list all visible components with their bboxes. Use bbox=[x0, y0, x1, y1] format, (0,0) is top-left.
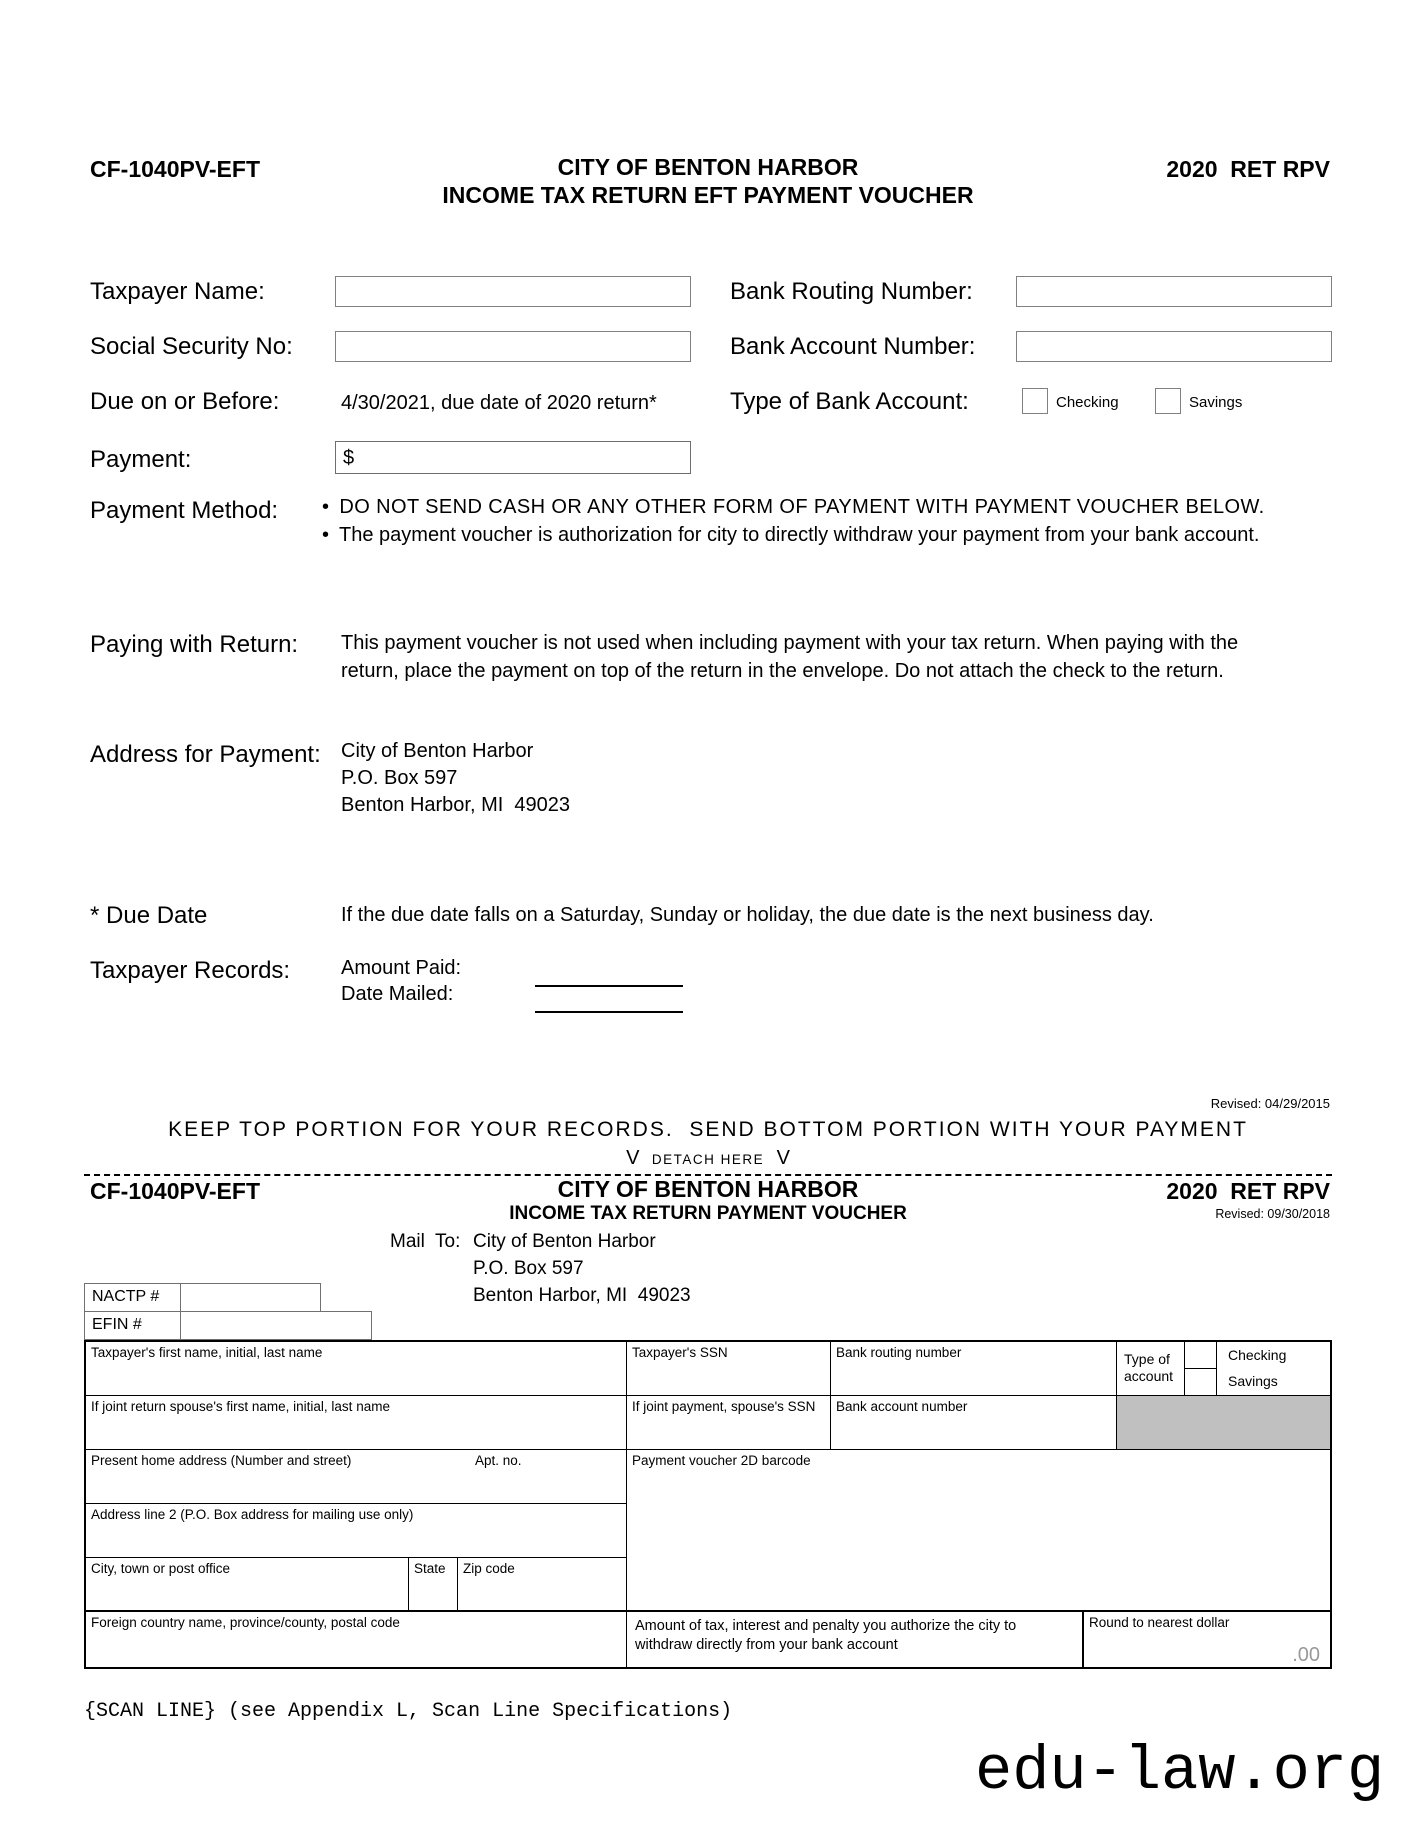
top-title-line1: CITY OF BENTON HARBOR bbox=[557, 154, 859, 180]
table-checking-label: Checking bbox=[1228, 1347, 1287, 1363]
barcode-label: Payment voucher 2D barcode bbox=[632, 1453, 811, 1468]
taxpayer-ssn-cell[interactable] bbox=[627, 1342, 831, 1396]
checking-checkbox[interactable] bbox=[1022, 388, 1048, 414]
account-type-label: Type of Bank Account: bbox=[730, 388, 969, 415]
taxpayer-name-input[interactable] bbox=[335, 276, 691, 307]
spouse-name-cell[interactable] bbox=[86, 1396, 627, 1450]
bottom-form-code: CF-1040PV-EFT bbox=[90, 1178, 260, 1204]
due-date-label: Due on or Before: bbox=[90, 388, 280, 415]
due-date-note-label: * Due Date bbox=[90, 902, 208, 929]
bank-routing-cell-label: Bank routing number bbox=[836, 1345, 962, 1360]
mail-to-line3: Benton Harbor, MI 49023 bbox=[473, 1285, 691, 1306]
nactp-label-cell: NACTP # bbox=[84, 1283, 181, 1312]
type-of-account-label: Type of account bbox=[1124, 1351, 1174, 1384]
foreign-country-label: Foreign country name, province/county, postal code bbox=[91, 1615, 400, 1630]
payment-address-line2: P.O. Box 597 bbox=[341, 767, 458, 789]
detach-v-left: V bbox=[626, 1147, 640, 1169]
bank-account-input[interactable] bbox=[1016, 331, 1332, 362]
taxpayer-ssn-label: Taxpayer's SSN bbox=[632, 1345, 728, 1360]
bottom-title-line1: CITY OF BENTON HARBOR bbox=[557, 1176, 859, 1202]
keep-top-portion-text: KEEP TOP PORTION FOR YOUR RECORDS. SEND BOTTOM PORTION WITH YOUR PAYMENT bbox=[168, 1118, 1248, 1141]
address-for-payment-label: Address for Payment: bbox=[90, 741, 321, 768]
due-date-note-text: If the due date falls on a Saturday, Sunday or holiday, the due date is the next business day. bbox=[341, 904, 1154, 926]
voucher-table bbox=[84, 1340, 1332, 1669]
state-cell[interactable] bbox=[409, 1558, 458, 1612]
foreign-country-cell[interactable] bbox=[86, 1612, 627, 1667]
top-title-line2: INCOME TAX RETURN EFT PAYMENT VOUCHER bbox=[442, 182, 974, 208]
bank-routing-cell[interactable] bbox=[831, 1342, 1117, 1396]
payment-input[interactable] bbox=[335, 441, 691, 474]
payment-label: Payment: bbox=[90, 446, 192, 473]
table-checking-checkbox[interactable] bbox=[1185, 1342, 1217, 1369]
taxpayer-first-name-cell[interactable] bbox=[86, 1342, 627, 1396]
account-type-labels-cell bbox=[1217, 1342, 1330, 1396]
bank-account-cell-label: Bank account number bbox=[836, 1399, 968, 1414]
city-cell[interactable] bbox=[86, 1558, 409, 1612]
cents-placeholder: .00 bbox=[1292, 1644, 1320, 1666]
address-line2-label: Address line 2 (P.O. Box address for mailing use only) bbox=[91, 1507, 414, 1522]
city-label: City, town or post office bbox=[91, 1561, 231, 1576]
bank-account-label: Bank Account Number: bbox=[730, 333, 976, 360]
top-revised-note: Revised: 04/29/2015 bbox=[1210, 1096, 1330, 1111]
spouse-name-label: If joint return spouse's first name, initial, last name bbox=[91, 1399, 390, 1414]
bottom-year-code: 2020 RET RPV bbox=[1166, 1178, 1330, 1204]
type-of-account-cell bbox=[1117, 1342, 1185, 1396]
round-dollar-cell[interactable] bbox=[1084, 1612, 1330, 1667]
bottom-title-line2: INCOME TAX RETURN PAYMENT VOUCHER bbox=[509, 1203, 907, 1224]
top-form-code: CF-1040PV-EFT bbox=[90, 156, 260, 182]
payment-address-line3: Benton Harbor, MI 49023 bbox=[341, 794, 571, 816]
address-line2-cell[interactable] bbox=[86, 1504, 627, 1558]
spouse-ssn-label: If joint payment, spouse's SSN bbox=[632, 1399, 816, 1414]
watermark: edu-law.org bbox=[975, 1736, 1385, 1807]
amount-paid-label: Amount Paid: bbox=[341, 957, 462, 979]
scan-line-text: {SCAN LINE} (see Appendix L, Scan Line Specifications) bbox=[84, 1700, 733, 1723]
efin-input[interactable] bbox=[180, 1311, 372, 1340]
payment-dollar-prefix: $ bbox=[343, 447, 355, 469]
home-address-cell[interactable] bbox=[86, 1450, 627, 1504]
paying-with-return-text: This payment voucher is not used when including payment with your tax return. When paying with the return, place the payment on top of the return in the envelope. Do not attach the check to the return. bbox=[341, 632, 1239, 682]
detach-here-line bbox=[0, 1147, 1416, 1170]
round-dollar-label: Round to nearest dollar bbox=[1089, 1615, 1230, 1630]
nactp-input[interactable] bbox=[180, 1283, 321, 1312]
home-address-label: Present home address (Number and street) bbox=[91, 1453, 352, 1468]
zip-label: Zip code bbox=[463, 1561, 515, 1576]
bank-account-cell[interactable] bbox=[831, 1396, 1117, 1450]
savings-checkbox[interactable] bbox=[1155, 388, 1181, 414]
payment-address-line1: City of Benton Harbor bbox=[341, 740, 534, 762]
taxpayer-name-label: Taxpayer Name: bbox=[90, 278, 265, 305]
taxpayer-records-label: Taxpayer Records: bbox=[90, 957, 291, 984]
date-mailed-label: Date Mailed: bbox=[341, 983, 454, 1005]
paying-with-return-label: Paying with Return: bbox=[90, 631, 299, 658]
barcode-cell bbox=[627, 1450, 1330, 1612]
checking-label: Checking bbox=[1056, 394, 1119, 411]
withdraw-amount-cell bbox=[627, 1612, 1084, 1667]
table-savings-checkbox[interactable] bbox=[1185, 1369, 1217, 1396]
bank-routing-input[interactable] bbox=[1016, 276, 1332, 307]
bottom-revised-note: Revised: 09/30/2018 bbox=[1215, 1207, 1330, 1221]
mail-to-label: Mail To: bbox=[390, 1231, 461, 1252]
state-label: State bbox=[414, 1561, 446, 1576]
amount-paid-line[interactable] bbox=[535, 960, 683, 987]
detach-here-text: DETACH HERE bbox=[651, 1152, 765, 1167]
date-mailed-line[interactable] bbox=[535, 986, 683, 1013]
spouse-ssn-cell[interactable] bbox=[627, 1396, 831, 1450]
taxpayer-first-name-label: Taxpayer's first name, initial, last name bbox=[91, 1345, 323, 1360]
payment-method-label: Payment Method: bbox=[90, 497, 279, 524]
mail-to-line1: City of Benton Harbor bbox=[473, 1231, 656, 1252]
savings-label: Savings bbox=[1189, 394, 1243, 411]
mail-to-line2: P.O. Box 597 bbox=[473, 1258, 584, 1279]
zip-cell[interactable] bbox=[458, 1558, 627, 1612]
ssn-label: Social Security No: bbox=[90, 333, 293, 360]
ssn-input[interactable] bbox=[335, 331, 691, 362]
payment-method-bullet-1: • DO NOT SEND CASH OR ANY OTHER FORM OF PAYMENT WITH PAYMENT VOUCHER BELOW. bbox=[322, 496, 1265, 519]
detach-v-right: V bbox=[776, 1147, 790, 1169]
shaded-cell bbox=[1117, 1396, 1330, 1450]
apt-no-label: Apt. no. bbox=[475, 1453, 522, 1468]
top-year-code: 2020 RET RPV bbox=[1166, 156, 1330, 182]
efin-label-cell: EFIN # bbox=[84, 1311, 181, 1340]
withdraw-amount-label: Amount of tax, interest and penalty you authorize the city to withdraw directly from your bank account bbox=[635, 1618, 1017, 1653]
payment-method-bullet-2: • The payment voucher is authorization for city to directly withdraw your payment from your bank account. bbox=[322, 524, 1259, 547]
due-date-value: 4/30/2021, due date of 2020 return* bbox=[341, 392, 657, 414]
table-savings-label: Savings bbox=[1228, 1373, 1278, 1389]
bank-routing-label: Bank Routing Number: bbox=[730, 278, 973, 305]
